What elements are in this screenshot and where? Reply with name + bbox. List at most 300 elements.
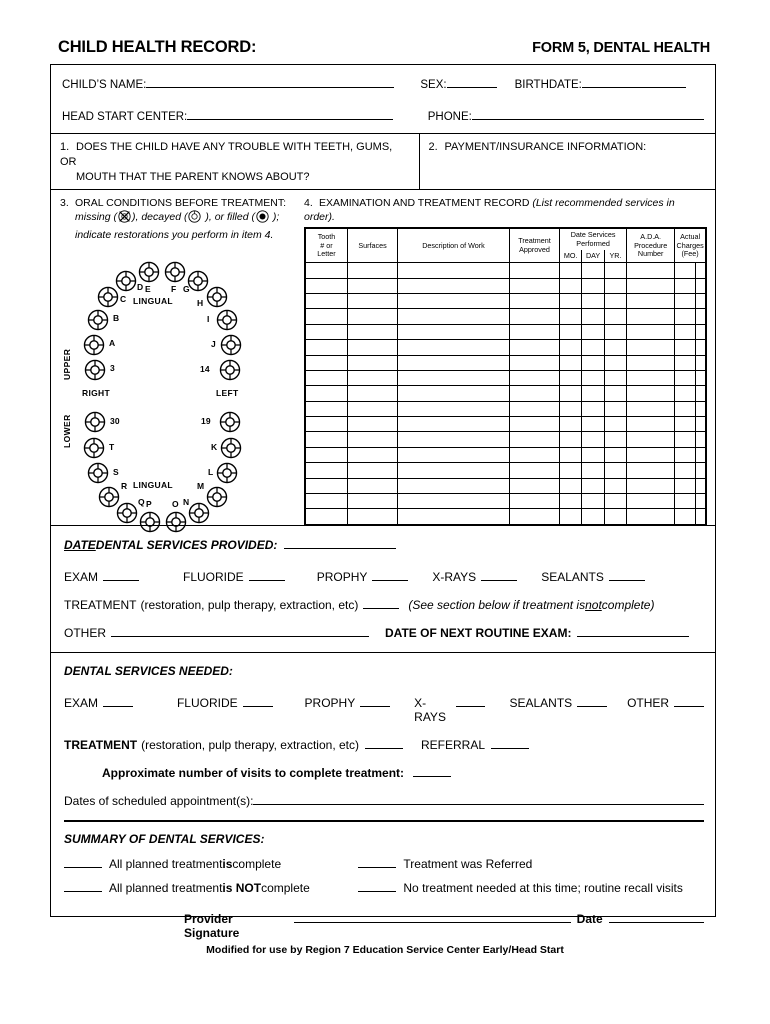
next-exam-input[interactable]: [577, 625, 689, 637]
tooth-B[interactable]: [87, 309, 109, 331]
table-cell[interactable]: [627, 324, 675, 339]
table-cell[interactable]: [560, 324, 582, 339]
table-cell[interactable]: [560, 478, 582, 493]
table-cell[interactable]: [582, 509, 604, 524]
table-cell[interactable]: [348, 401, 398, 416]
provided-other-input[interactable]: [111, 625, 369, 637]
table-cell[interactable]: [348, 293, 398, 308]
tooth-H-label: H: [197, 297, 204, 308]
legend-decayed-label: ), decayed (: [132, 211, 188, 224]
table-cell[interactable]: [627, 370, 675, 385]
table-cell[interactable]: [675, 309, 696, 324]
table-cell[interactable]: [604, 263, 626, 278]
table-cell[interactable]: [675, 293, 696, 308]
table-cell[interactable]: [695, 340, 705, 355]
table-cell[interactable]: [306, 370, 348, 385]
table-cell[interactable]: [510, 263, 560, 278]
tooth-A[interactable]: [83, 334, 105, 356]
table-cell[interactable]: [348, 340, 398, 355]
section-3-oral-conditions: [51, 190, 300, 525]
table-cell[interactable]: [306, 494, 348, 509]
table-cell[interactable]: [560, 509, 582, 524]
tooth-30[interactable]: [84, 411, 106, 433]
needed-xrays-input[interactable]: [456, 695, 486, 707]
tooth-O[interactable]: [165, 511, 187, 533]
tooth-P-label: P: [146, 498, 152, 509]
table-cell[interactable]: [627, 340, 675, 355]
table-cell[interactable]: [306, 478, 348, 493]
table-cell[interactable]: [398, 370, 510, 385]
table-row[interactable]: [306, 478, 706, 493]
chart-label-lower: LOWER: [62, 413, 72, 448]
table-cell[interactable]: [348, 509, 398, 524]
table-cell[interactable]: [604, 401, 626, 416]
table-cell[interactable]: [306, 355, 348, 370]
table-row[interactable]: [306, 370, 706, 385]
tooth-J[interactable]: [220, 334, 242, 356]
tooth-H[interactable]: [206, 286, 228, 308]
table-row[interactable]: [306, 355, 706, 370]
table-cell[interactable]: [695, 293, 705, 308]
table-cell[interactable]: [560, 293, 582, 308]
table-cell[interactable]: [398, 309, 510, 324]
name-sex-birthdate-line: [62, 75, 704, 91]
table-cell[interactable]: [675, 263, 696, 278]
table-cell[interactable]: [627, 386, 675, 401]
table-cell[interactable]: [306, 417, 348, 432]
table-cell[interactable]: [510, 494, 560, 509]
tooth-3[interactable]: [84, 359, 106, 381]
table-cell[interactable]: [398, 478, 510, 493]
table-cell[interactable]: [604, 309, 626, 324]
provided-xrays-label: X-RAYS: [432, 570, 477, 584]
table-cell[interactable]: [695, 386, 705, 401]
table-cell[interactable]: [348, 432, 398, 447]
table-cell[interactable]: [627, 401, 675, 416]
tooth-R-label: R: [121, 480, 128, 491]
provided-fluoride-label: FLUORIDE: [183, 570, 244, 584]
provided-treatment-note-b: complete): [601, 598, 655, 612]
tooth-K[interactable]: [220, 437, 242, 459]
table-row[interactable]: [306, 324, 706, 339]
table-cell[interactable]: [560, 309, 582, 324]
form-footer: Modified for use by Region 7 Education Service Center Early/Head Start: [206, 944, 564, 956]
table-cell[interactable]: [582, 494, 604, 509]
table-cell[interactable]: [306, 340, 348, 355]
table-cell[interactable]: [695, 494, 705, 509]
table-cell[interactable]: [398, 340, 510, 355]
needed-fluoride-label: FLUORIDE: [176, 696, 238, 710]
exam-table-header-row: [306, 229, 706, 250]
tooth-I[interactable]: [216, 309, 238, 331]
tooth-F[interactable]: [164, 261, 186, 283]
table-cell[interactable]: [582, 370, 604, 385]
table-cell[interactable]: [560, 417, 582, 432]
table-row[interactable]: [306, 386, 706, 401]
table-cell[interactable]: [560, 278, 582, 293]
phone-input[interactable]: [472, 107, 704, 120]
table-cell[interactable]: [510, 340, 560, 355]
table-cell[interactable]: [695, 509, 705, 524]
table-cell[interactable]: [348, 355, 398, 370]
table-cell[interactable]: [675, 340, 696, 355]
provided-treatment-label: TREATMENT: [64, 598, 137, 612]
tooth-30-label: 30: [110, 415, 120, 426]
table-row[interactable]: [306, 309, 706, 324]
tooth-L[interactable]: [216, 462, 238, 484]
table-cell[interactable]: [306, 447, 348, 462]
provided-other-line: [64, 625, 704, 640]
table-cell[interactable]: [398, 293, 510, 308]
table-row[interactable]: [306, 340, 706, 355]
question-2-cell: [420, 134, 715, 189]
table-cell[interactable]: [695, 401, 705, 416]
date-services-provided-line: [64, 537, 704, 552]
table-cell[interactable]: [348, 309, 398, 324]
tooth-I-label: I: [207, 313, 210, 324]
provided-exam-input[interactable]: [103, 569, 139, 581]
table-cell[interactable]: [348, 324, 398, 339]
table-cell[interactable]: [582, 401, 604, 416]
table-cell[interactable]: [675, 447, 696, 462]
tooth-A-label: A: [109, 337, 116, 348]
table-cell[interactable]: [582, 340, 604, 355]
table-cell[interactable]: [582, 463, 604, 478]
table-row[interactable]: [306, 432, 706, 447]
needed-referral-input[interactable]: [491, 737, 529, 749]
table-cell[interactable]: [348, 386, 398, 401]
tooth-F-label: F: [171, 283, 177, 294]
table-row[interactable]: [306, 293, 706, 308]
table-cell[interactable]: [510, 447, 560, 462]
exam-table-head: [306, 229, 706, 263]
needed-other-input[interactable]: [674, 695, 704, 707]
table-row[interactable]: [306, 417, 706, 432]
table-cell[interactable]: [695, 324, 705, 339]
table-cell[interactable]: [695, 278, 705, 293]
table-cell[interactable]: [675, 494, 696, 509]
table-cell[interactable]: [398, 417, 510, 432]
table-cell[interactable]: [560, 463, 582, 478]
table-cell[interactable]: [560, 494, 582, 509]
table-row[interactable]: [306, 509, 706, 524]
visits-label: Approximate number of visits to complete treatment:: [102, 766, 405, 780]
provided-prophy-label: PROPHY: [316, 570, 368, 584]
table-cell[interactable]: [306, 278, 348, 293]
col-date-line2: Performed: [576, 238, 610, 248]
table-cell[interactable]: [604, 293, 626, 308]
table-cell[interactable]: [510, 417, 560, 432]
table-cell[interactable]: [348, 463, 398, 478]
summary-row-1-right: [358, 856, 704, 871]
table-cell[interactable]: [627, 293, 675, 308]
table-cell[interactable]: [675, 417, 696, 432]
table-cell[interactable]: [695, 263, 705, 278]
head-start-center-input[interactable]: [187, 107, 393, 120]
summary-no-treatment-checkbox[interactable]: [358, 880, 396, 892]
table-cell[interactable]: [306, 509, 348, 524]
col-ada-line2: Procedure: [634, 240, 668, 250]
table-cell[interactable]: [695, 447, 705, 462]
missing-tooth-icon: [118, 210, 131, 228]
table-cell[interactable]: [675, 432, 696, 447]
decayed-tooth-icon: [188, 210, 201, 228]
needed-visits-line: [64, 765, 704, 780]
col-ada-procedure-number: [627, 229, 675, 263]
table-cell[interactable]: [604, 340, 626, 355]
table-cell[interactable]: [675, 463, 696, 478]
tooth-T[interactable]: [83, 437, 105, 459]
birthdate-input[interactable]: [582, 75, 686, 88]
tooth-M[interactable]: [206, 486, 228, 508]
table-row[interactable]: [306, 494, 706, 509]
table-cell[interactable]: [510, 324, 560, 339]
table-cell[interactable]: [582, 432, 604, 447]
provider-signature-input[interactable]: [294, 911, 570, 923]
tooth-14[interactable]: [219, 359, 241, 381]
table-cell[interactable]: [627, 447, 675, 462]
table-cell[interactable]: [398, 401, 510, 416]
appointments-input[interactable]: [253, 793, 704, 805]
col-date-line1: Date Services: [570, 230, 616, 240]
needed-sealants-input[interactable]: [577, 695, 607, 707]
chart-label-lingual-bottom: LINGUAL: [133, 479, 173, 490]
tooth-19-label: 19: [201, 415, 211, 426]
question-2-text: [429, 140, 707, 155]
table-cell[interactable]: [306, 309, 348, 324]
section-4-heading: [304, 196, 707, 224]
table-cell[interactable]: [582, 309, 604, 324]
table-cell[interactable]: [627, 478, 675, 493]
visits-input[interactable]: [413, 765, 451, 777]
next-exam-label: DATE OF NEXT ROUTINE EXAM:: [385, 626, 572, 640]
table-cell[interactable]: [510, 509, 560, 524]
tooth-E-label: E: [145, 283, 151, 294]
table-cell[interactable]: [560, 340, 582, 355]
table-cell[interactable]: [398, 494, 510, 509]
signature-date-input[interactable]: [609, 911, 704, 923]
table-cell[interactable]: [604, 478, 626, 493]
table-cell[interactable]: [510, 432, 560, 447]
chart-label-lingual-top: LINGUAL: [133, 295, 173, 306]
table-cell[interactable]: [627, 263, 675, 278]
table-cell[interactable]: [695, 309, 705, 324]
table-cell[interactable]: [695, 432, 705, 447]
table-cell[interactable]: [510, 355, 560, 370]
needed-treatment-input[interactable]: [365, 737, 403, 749]
chart-label-right: RIGHT: [82, 387, 110, 398]
needed-fluoride-input[interactable]: [243, 695, 273, 707]
table-cell[interactable]: [306, 386, 348, 401]
table-cell[interactable]: [510, 293, 560, 308]
table-cell[interactable]: [306, 293, 348, 308]
table-cell[interactable]: [398, 509, 510, 524]
needed-treatment-paren: (restoration, pulp therapy, extraction, etc): [141, 738, 359, 752]
table-cell[interactable]: [348, 494, 398, 509]
needed-prophy-input[interactable]: [360, 695, 390, 707]
table-cell[interactable]: [582, 417, 604, 432]
table-cell[interactable]: [627, 432, 675, 447]
tooth-Q[interactable]: [116, 502, 138, 524]
date-services-provided-input[interactable]: [284, 537, 396, 549]
summary-referred-text: Treatment was Referred: [403, 857, 533, 871]
table-cell[interactable]: [582, 324, 604, 339]
table-cell[interactable]: [582, 293, 604, 308]
table-cell[interactable]: [695, 370, 705, 385]
table-cell[interactable]: [510, 386, 560, 401]
table-cell[interactable]: [604, 463, 626, 478]
child-name-input[interactable]: [146, 75, 394, 88]
table-cell[interactable]: [627, 494, 675, 509]
table-row[interactable]: [306, 447, 706, 462]
table-cell[interactable]: [604, 355, 626, 370]
services-provided-section: [51, 526, 715, 653]
section-4-subtitle: (List recommended services in order).: [304, 197, 675, 224]
table-cell[interactable]: [510, 278, 560, 293]
col-year: YR.: [604, 250, 626, 263]
table-cell[interactable]: [604, 386, 626, 401]
head-start-center-label: HEAD START CENTER:: [62, 111, 188, 123]
table-cell[interactable]: [604, 447, 626, 462]
table-cell[interactable]: [348, 278, 398, 293]
table-cell[interactable]: [510, 401, 560, 416]
table-cell[interactable]: [675, 355, 696, 370]
table-cell[interactable]: [560, 370, 582, 385]
table-cell[interactable]: [348, 263, 398, 278]
table-cell[interactable]: [582, 447, 604, 462]
col-charges-line3: (Fee): [681, 248, 699, 258]
table-row[interactable]: [306, 263, 706, 278]
summary-complete-checkbox[interactable]: [64, 856, 102, 868]
table-cell[interactable]: [398, 463, 510, 478]
table-cell[interactable]: [560, 432, 582, 447]
table-cell[interactable]: [604, 278, 626, 293]
table-cell[interactable]: [695, 417, 705, 432]
table-row[interactable]: [306, 278, 706, 293]
table-cell[interactable]: [398, 432, 510, 447]
table-cell[interactable]: [582, 355, 604, 370]
question-1-number: 1.: [60, 141, 70, 153]
table-cell[interactable]: [348, 447, 398, 462]
provided-sealants-label: SEALANTS: [541, 570, 604, 584]
table-cell[interactable]: [306, 432, 348, 447]
table-cell[interactable]: [695, 355, 705, 370]
table-cell[interactable]: [695, 463, 705, 478]
tooth-E[interactable]: [138, 261, 160, 283]
provided-treatment-input[interactable]: [363, 597, 399, 609]
table-cell[interactable]: [604, 417, 626, 432]
table-cell[interactable]: [627, 463, 675, 478]
table-cell[interactable]: [627, 417, 675, 432]
table-cell[interactable]: [348, 478, 398, 493]
table-cell[interactable]: [398, 263, 510, 278]
provided-fluoride-input[interactable]: [249, 569, 285, 581]
table-cell[interactable]: [627, 309, 675, 324]
table-cell[interactable]: [560, 401, 582, 416]
provided-sealants-input[interactable]: [609, 569, 645, 581]
section-4-title: EXAMINATION AND TREATMENT RECORD: [319, 197, 530, 209]
table-row[interactable]: [306, 401, 706, 416]
table-cell[interactable]: [306, 263, 348, 278]
table-cell[interactable]: [604, 494, 626, 509]
section-4-exam-treatment-record: [300, 190, 715, 525]
sex-input[interactable]: [447, 75, 497, 88]
table-cell[interactable]: [560, 447, 582, 462]
table-cell[interactable]: [398, 386, 510, 401]
tooth-G-label: G: [183, 283, 190, 294]
table-cell[interactable]: [510, 463, 560, 478]
table-cell[interactable]: [560, 355, 582, 370]
table-cell[interactable]: [582, 263, 604, 278]
exam-treatment-table: [305, 228, 706, 524]
col-month: MO.: [560, 250, 582, 263]
table-cell[interactable]: [627, 278, 675, 293]
needed-exam-input[interactable]: [103, 695, 133, 707]
table-cell[interactable]: [675, 401, 696, 416]
table-cell[interactable]: [675, 478, 696, 493]
table-cell[interactable]: [398, 355, 510, 370]
table-cell[interactable]: [348, 417, 398, 432]
table-cell[interactable]: [627, 355, 675, 370]
tooth-19[interactable]: [219, 411, 241, 433]
table-cell[interactable]: [604, 370, 626, 385]
table-cell[interactable]: [582, 278, 604, 293]
table-cell[interactable]: [510, 309, 560, 324]
table-cell[interactable]: [604, 324, 626, 339]
tooth-S[interactable]: [87, 462, 109, 484]
table-cell[interactable]: [675, 370, 696, 385]
table-cell[interactable]: [348, 370, 398, 385]
summary-not-complete-text-a: All planned treatment: [109, 881, 223, 895]
col-tooth-line2: # or: [320, 240, 333, 250]
summary-complete-text-b: complete: [232, 857, 282, 871]
summary-not-complete-checkbox[interactable]: [64, 880, 102, 892]
table-cell[interactable]: [695, 478, 705, 493]
table-cell[interactable]: [306, 324, 348, 339]
section-4-number: 4.: [304, 197, 313, 209]
table-cell[interactable]: [675, 509, 696, 524]
table-cell[interactable]: [675, 324, 696, 339]
table-cell[interactable]: [398, 278, 510, 293]
table-row[interactable]: [306, 463, 706, 478]
table-cell[interactable]: [675, 386, 696, 401]
table-cell[interactable]: [582, 386, 604, 401]
table-cell[interactable]: [398, 324, 510, 339]
needed-sealants-label: SEALANTS: [509, 696, 573, 710]
table-cell[interactable]: [627, 509, 675, 524]
provided-prophy-input[interactable]: [372, 569, 408, 581]
table-cell[interactable]: [604, 509, 626, 524]
table-cell[interactable]: [560, 386, 582, 401]
tooth-D[interactable]: [115, 270, 137, 292]
tooth-P[interactable]: [139, 511, 161, 533]
table-cell[interactable]: [306, 463, 348, 478]
table-cell[interactable]: [604, 432, 626, 447]
table-cell[interactable]: [675, 278, 696, 293]
legend-line2: indicate restorations you perform in item 4.: [75, 229, 274, 242]
summary-not-complete-text-bold: is NOT: [222, 881, 262, 895]
table-cell[interactable]: [398, 447, 510, 462]
table-cell[interactable]: [306, 401, 348, 416]
summary-referred-checkbox[interactable]: [358, 856, 396, 868]
table-cell[interactable]: [582, 478, 604, 493]
table-cell[interactable]: [510, 370, 560, 385]
provided-xrays-input[interactable]: [481, 569, 517, 581]
tooth-C-label: C: [120, 293, 127, 304]
table-cell[interactable]: [560, 263, 582, 278]
summary-section: [51, 822, 715, 950]
table-cell[interactable]: [510, 478, 560, 493]
